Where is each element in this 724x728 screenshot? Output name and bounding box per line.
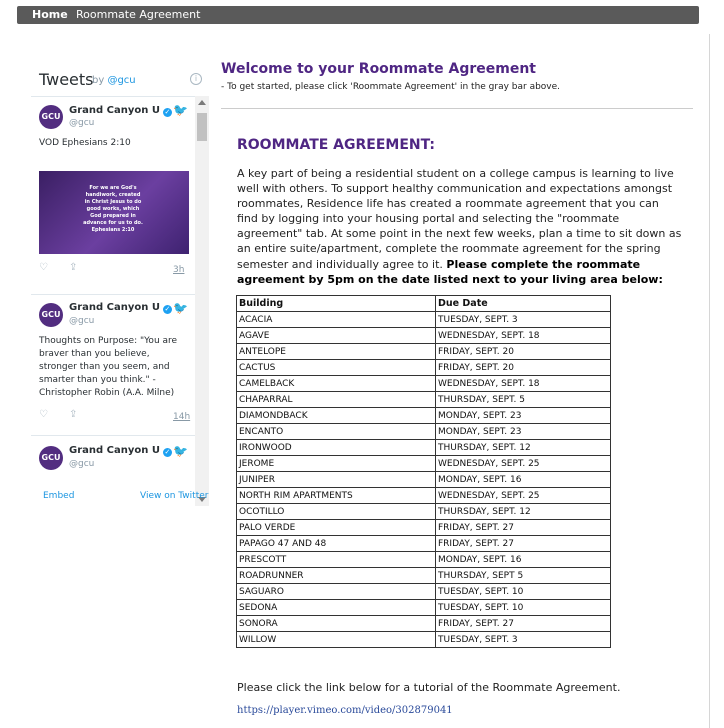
table-row [237, 424, 611, 440]
tweet-feed[interactable] [31, 96, 209, 538]
scroll-up-arrow-icon[interactable] [198, 100, 206, 105]
table-row [237, 392, 611, 408]
table-row [237, 328, 611, 344]
building-cell: SONORA [237, 616, 436, 632]
due-date-cell: MONDAY, SEPT. 16 [436, 552, 611, 568]
tweet-image[interactable] [39, 171, 189, 254]
due-date-cell: WEDNESDAY, SEPT. 18 [436, 376, 611, 392]
verified-badge-icon: ✓ [164, 108, 171, 116]
tweets-by-label: by @gcu [92, 75, 136, 86]
table-row [237, 472, 611, 488]
scrollbar-thumb[interactable] [197, 113, 207, 141]
due-date-cell: WEDNESDAY, SEPT. 25 [436, 456, 611, 472]
page-subtitle: - To get started, please click 'Roommate Agreement' in the gray bar above. [221, 82, 561, 92]
table-row [237, 456, 611, 472]
table-row [237, 568, 611, 584]
page-title: Welcome to your Roommate Agreement [221, 61, 536, 77]
tweet-author[interactable]: Grand Canyon U ✓ [69, 105, 171, 116]
building-cell: DIAMONDBACK [237, 408, 436, 424]
due-date-cell: TUESDAY, SEPT. 3 [436, 312, 611, 328]
due-date-cell: WEDNESDAY, SEPT. 25 [436, 488, 611, 504]
tweet-handle[interactable]: @gcu [69, 459, 95, 469]
due-date-cell: FRIDAY, SEPT. 20 [436, 360, 611, 376]
column-header-building: Building [237, 296, 436, 312]
nav-roommate-agreement-link[interactable]: Roommate Agreement [76, 8, 201, 21]
building-cell: ENCANTO [237, 424, 436, 440]
building-cell: IRONWOOD [237, 440, 436, 456]
tweet-image-caption: For we are God's handiwork, created in Christ Jesus to do good works, which God prepared in advance for us to do. Ephesians 2:10 [83, 185, 143, 233]
share-icon[interactable]: ⇪ [69, 409, 78, 420]
heart-icon[interactable]: ♡ [39, 409, 48, 420]
table-row [237, 408, 611, 424]
building-cell: CHAPARRAL [237, 392, 436, 408]
deadline-note: Please complete the roommate agreement by 5pm on the date listed next to your living area below: [237, 257, 663, 286]
column-header-due-date: Due Date [436, 296, 611, 312]
tweet-card[interactable] [31, 97, 195, 295]
due-date-table-body [237, 312, 611, 648]
due-date-cell: WEDNESDAY, SEPT. 18 [436, 328, 611, 344]
table-row [237, 504, 611, 520]
divider [221, 108, 693, 109]
table-row [237, 584, 611, 600]
due-date-cell: TUESDAY, SEPT. 10 [436, 584, 611, 600]
top-nav-bar [17, 6, 699, 24]
building-cell: PRESCOTT [237, 552, 436, 568]
building-cell: AGAVE [237, 328, 436, 344]
tweet-time[interactable]: 3h [173, 265, 185, 275]
tutorial-text: Please click the link below for a tutorial of the Roommate Agreement. [237, 681, 621, 694]
building-cell: ROADRUNNER [237, 568, 436, 584]
due-date-cell: THURSDAY, SEPT. 12 [436, 440, 611, 456]
tutorial-video-link[interactable]: https://player.vimeo.com/video/302879041 [237, 705, 453, 716]
tweet-author[interactable]: Grand Canyon U ✓ [69, 302, 171, 313]
avatar[interactable]: GCU [39, 303, 63, 327]
intro-paragraph: A key part of being a residential student on a college campus is learning to live well with others. To support healthy communication and expectations amongst roommates, Residence life has created a roommate agreement that you can find by logging into your housing portal and selecting the "roommate agreement" tab. At some point in the next few weeks, plan a time to sit down as an entire suite/apartment, complete the roommate agreement for the spring semester and individually agree to it. Please complete the roommate agreement by 5pm on the date listed next to your living area below: [237, 167, 682, 286]
tweet-card[interactable] [31, 436, 195, 516]
heart-icon[interactable]: ♡ [39, 262, 48, 273]
building-cell: OCOTILLO [237, 504, 436, 520]
building-cell: SAGUARO [237, 584, 436, 600]
avatar[interactable]: GCU [39, 105, 63, 129]
tweet-text: VOD Ephesians 2:10 [39, 138, 131, 148]
verified-badge-icon: ✓ [164, 448, 171, 456]
due-date-cell: FRIDAY, SEPT. 27 [436, 520, 611, 536]
tweet-feed-scrollbar[interactable] [195, 96, 209, 506]
section-heading: ROOMMATE AGREEMENT: [237, 137, 436, 153]
building-cell: PALO VERDE [237, 520, 436, 536]
tweet-author[interactable]: Grand Canyon U ✓ [69, 445, 171, 456]
verified-badge-icon: ✓ [164, 305, 171, 313]
due-date-cell: TUESDAY, SEPT. 3 [436, 632, 611, 648]
tweet-time[interactable]: 14h [173, 412, 191, 422]
share-icon[interactable]: ⇪ [69, 262, 78, 273]
avatar[interactable]: GCU [39, 446, 63, 470]
building-cell: CAMELBACK [237, 376, 436, 392]
building-cell: PAPAGO 47 AND 48 [237, 536, 436, 552]
twitter-timeline-widget [31, 59, 209, 524]
twitter-bird-icon[interactable]: 🐦 [173, 103, 188, 117]
table-row [237, 616, 611, 632]
due-date-cell: FRIDAY, SEPT. 20 [436, 344, 611, 360]
tweet-handle[interactable]: @gcu [69, 118, 95, 128]
due-date-cell: MONDAY, SEPT. 16 [436, 472, 611, 488]
due-date-cell: THURSDAY, SEPT 5 [436, 568, 611, 584]
embed-link[interactable]: Embed [43, 491, 75, 501]
due-date-cell: FRIDAY, SEPT. 27 [436, 536, 611, 552]
building-cell: SEDONA [237, 600, 436, 616]
due-date-cell: THURSDAY, SEPT. 5 [436, 392, 611, 408]
nav-home-link[interactable]: Home [32, 8, 68, 21]
tweets-by-handle-link[interactable]: @gcu [107, 75, 136, 86]
table-row [237, 440, 611, 456]
table-row [237, 552, 611, 568]
building-cell: ANTELOPE [237, 344, 436, 360]
table-row [237, 520, 611, 536]
tweet-handle[interactable]: @gcu [69, 316, 95, 326]
building-cell: WILLOW [237, 632, 436, 648]
table-row [237, 536, 611, 552]
table-row [237, 632, 611, 648]
table-row [237, 312, 611, 328]
building-cell: ACACIA [237, 312, 436, 328]
view-on-twitter-link[interactable]: View on Twitter [140, 491, 209, 501]
twitter-bird-icon[interactable]: 🐦 [173, 301, 188, 315]
due-date-cell: MONDAY, SEPT. 23 [436, 424, 611, 440]
table-row [237, 488, 611, 504]
building-cell: JEROME [237, 456, 436, 472]
info-icon[interactable]: i [190, 73, 202, 85]
twitter-bird-icon[interactable]: 🐦 [173, 444, 188, 458]
table-row [237, 376, 611, 392]
tweets-title: Tweets [39, 70, 94, 89]
table-row [237, 344, 611, 360]
due-date-table [236, 295, 611, 648]
page-frame-border [709, 34, 710, 728]
building-cell: JUNIPER [237, 472, 436, 488]
building-cell: CACTUS [237, 360, 436, 376]
due-date-cell: FRIDAY, SEPT. 27 [436, 616, 611, 632]
due-date-cell: MONDAY, SEPT. 23 [436, 408, 611, 424]
tweet-card[interactable] [31, 295, 195, 436]
table-row [237, 360, 611, 376]
tweet-text: Thoughts on Purpose: "You are braver than you believe, stronger than you seem, and smarter than you think." -Christopher Robin (A.A. Milne) [39, 336, 178, 398]
building-cell: NORTH RIM APARTMENTS [237, 488, 436, 504]
due-date-cell: THURSDAY, SEPT. 12 [436, 504, 611, 520]
table-row [237, 600, 611, 616]
due-date-cell: TUESDAY, SEPT. 10 [436, 600, 611, 616]
table-header-row [237, 296, 611, 312]
